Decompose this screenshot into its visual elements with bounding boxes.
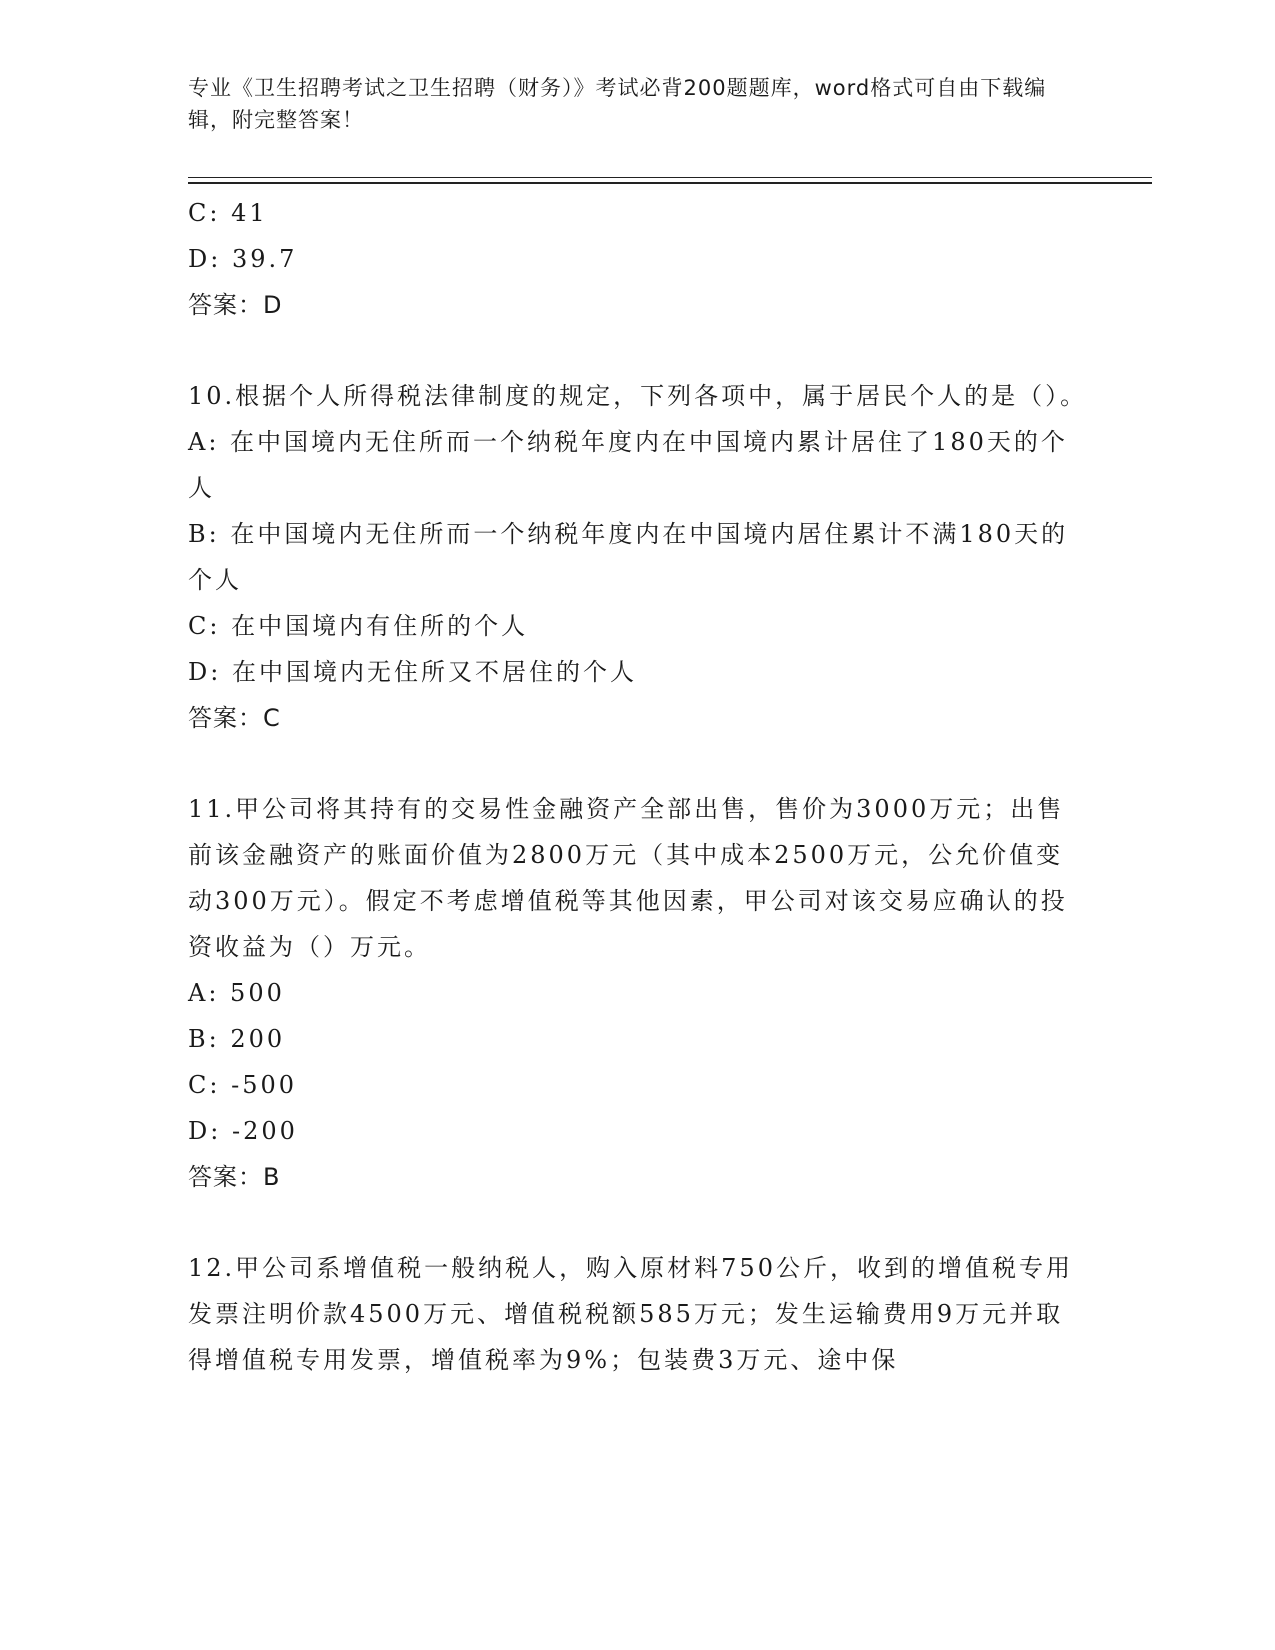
option-c: C: -500 [188,1071,297,1099]
question-block-10 [188,373,1088,741]
option-b: B: 200 [188,1025,286,1053]
option-c: C: 41 [188,199,268,227]
header-divider-thick [188,182,1152,184]
option-d: D: -200 [188,1117,298,1145]
question-block-12 [188,1245,1088,1383]
option-d: D: 39.7 [188,245,298,273]
question-block-prev [188,190,1088,328]
question-block-11 [188,786,1088,1200]
answer-line: 答案：B [188,1163,281,1191]
document-body [188,190,1088,1383]
answer-line: 答案：D [188,291,283,319]
option-b: B: 在中国境内无住所而一个纳税年度内在中国境内居住累计不满180天的个人 [188,520,1069,594]
option-d: D: 在中国境内无住所又不居住的个人 [188,658,637,686]
header-divider [188,177,1152,178]
document-header: 专业《卫生招聘考试之卫生招聘（财务）》考试必背200题题库，word格式可自由下载编辑，附完整答案！ [188,76,1047,132]
option-a: A: 在中国境内无住所而一个纳税年度内在中国境内累计居住了180天的个人 [188,428,1068,502]
option-c: C: 在中国境内有住所的个人 [188,612,529,640]
question-text: 12.甲公司系增值税一般纳税人，购入原材料750公斤，收到的增值税专用发票注明价款4500万元、增值税税额585万元；发生运输费用9万元并取得增值税专用发票，增值税率为9%；包装费3万元、途中保 [188,1254,1073,1374]
option-a: A: 500 [188,979,285,1007]
question-text: 10.根据个人所得税法律制度的规定，下列各项中，属于居民个人的是（）。 [188,382,1088,410]
answer-line: 答案：C [188,704,281,732]
question-text: 11.甲公司将其持有的交易性金融资产全部出售，售价为3000万元；出售前该金融资产的账面价值为2800万元（其中成本2500万元，公允价值变动300万元）。假定不考虑增值税等其他因素，甲公司对该交易应确认的投资收益为（）万元。 [188,795,1068,961]
